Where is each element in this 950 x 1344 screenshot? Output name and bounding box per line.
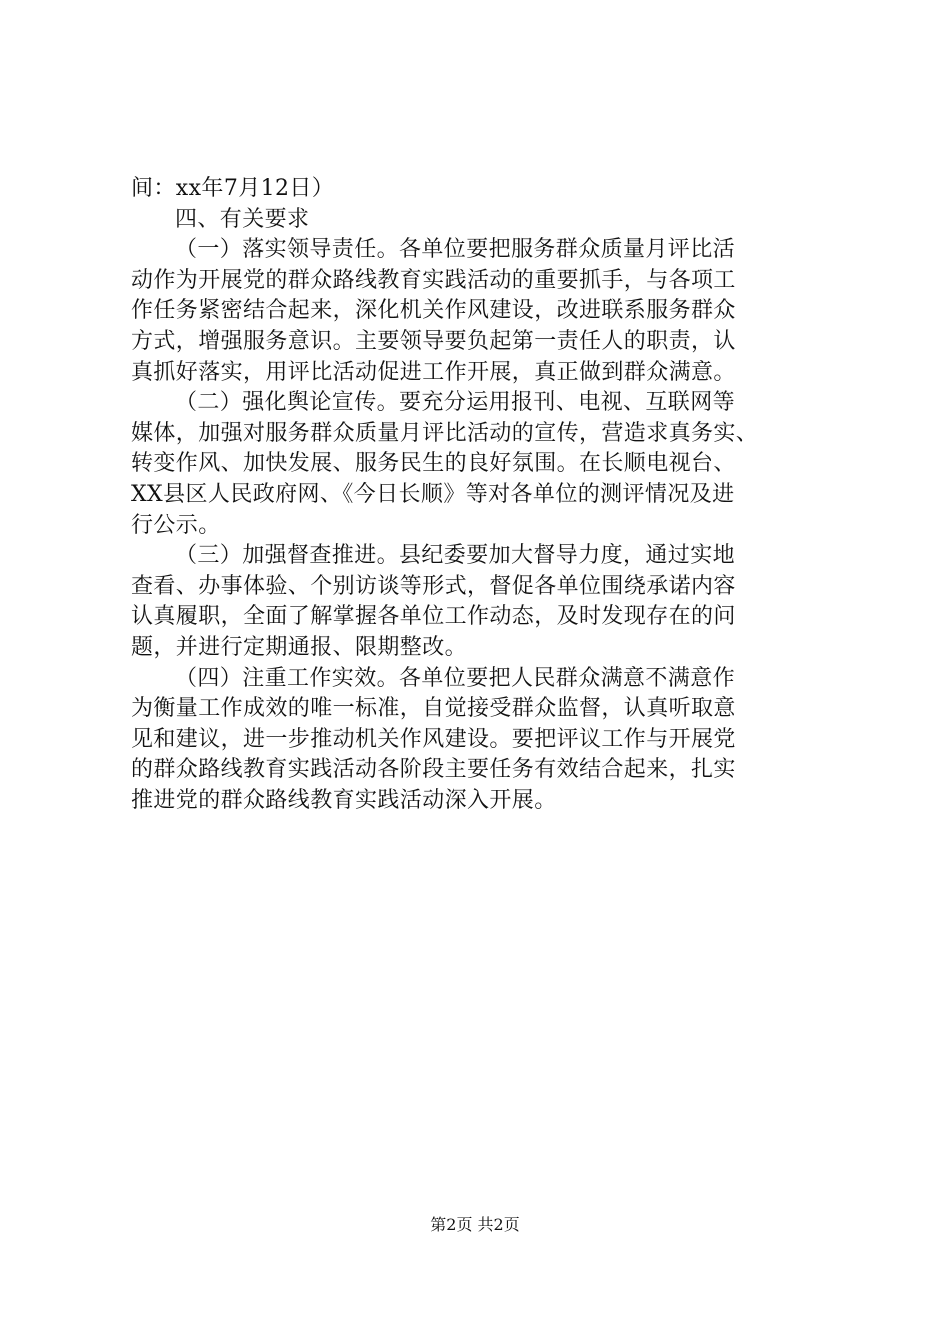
paragraph-line: 转变作风、加快发展、服务民生的良好氛围。在长顺电视台、 [131,451,736,477]
paragraph-line: 行公示。 [131,512,221,538]
page-number-footer: 第2页 共2页 [430,1215,520,1234]
document-body [131,174,831,816]
paragraph-line: 媒体，加强对服务群众质量月评比活动的宣传，营造求真务实、 [131,420,759,446]
paragraph-line: 推进党的群众路线教育实践活动深入开展。 [131,787,557,813]
paragraph-line: （四）注重工作实效。各单位要把人民群众满意不满意作 [175,665,736,691]
paragraph-line: （一）落实领导责任。各单位要把服务群众质量月评比活 [175,237,736,263]
paragraph-effectiveness [131,664,831,817]
paragraph-line: 认真履职，全面了解掌握各单位工作动态，及时发现存在的问 [131,604,736,630]
paragraph-line: 动作为开展党的群众路线教育实践活动的重要抓手，与各项工 [131,267,736,293]
paragraph-line: 的群众路线教育实践活动各阶段主要任务有效结合起来，扎实 [131,757,736,783]
paragraph-supervision [131,541,831,663]
paragraph-line: 作任务紧密结合起来，深化机关作风建设，改进联系服务群众 [131,298,736,324]
paragraph-line: 真抓好落实，用评比活动促进工作开展，真正做到群众满意。 [131,359,736,385]
paragraph-line: 为衡量工作成效的唯一标准，自觉接受群众监督，认真听取意 [131,696,736,722]
paragraph-publicity [131,388,831,541]
paragraph-line: 方式，增强服务意识。主要领导要负起第一责任人的职责，认 [131,328,736,354]
paragraph-line: （三）加强督查推进。县纪委要加大督导力度，通过实地 [175,543,736,569]
continuation-line: 间：xx年7月12日） [131,176,335,201]
paragraph-line: XX县区人民政府网、《今日长顺》等对各单位的测评情况及进 [131,481,735,507]
paragraph-line: （二）强化舆论宣传。要充分运用报刊、电视、互联网等 [175,390,736,416]
paragraph-line: 见和建议，进一步推动机关作风建设。要把评议工作与开展党 [131,726,736,752]
section-heading: 四、有关要求 [175,206,310,232]
paragraph-line: 查看、办事体验、个别访谈等形式，督促各单位围绕承诺内容 [131,573,736,599]
paragraph-line: 题，并进行定期通报、限期整改。 [131,634,468,660]
paragraph-leadership [131,235,831,388]
